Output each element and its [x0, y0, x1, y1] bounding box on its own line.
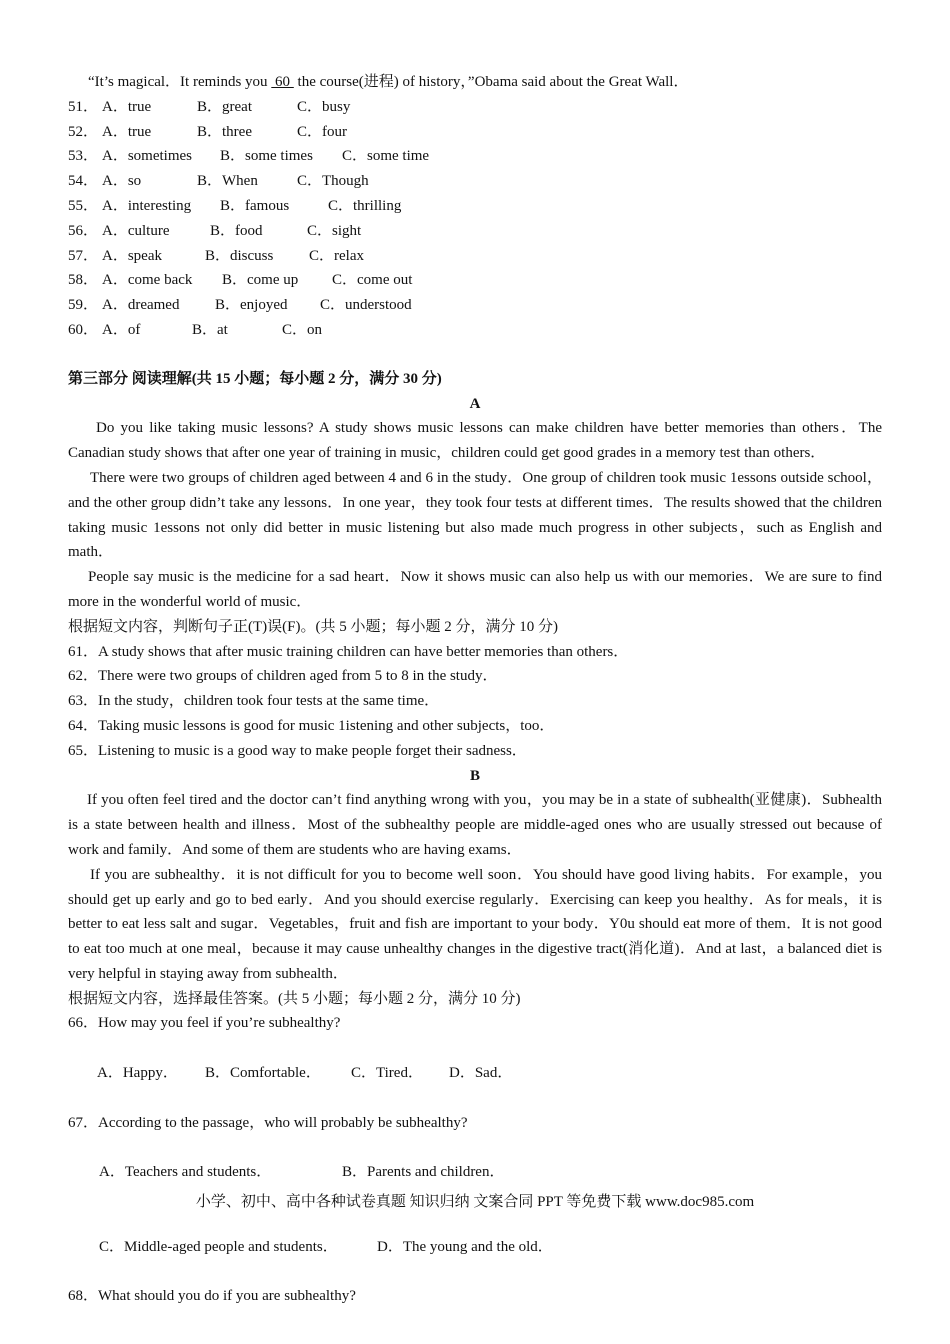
option-b: B．enjoyed	[215, 297, 288, 314]
passage-a-label: A	[469, 395, 481, 412]
cloze-last-sentence	[68, 70, 882, 95]
question-64: 64．Taking music lessons is good for music 1istening and other subjects，too．	[68, 717, 555, 734]
cloze-question-row	[68, 169, 882, 194]
option-a: A．so	[102, 173, 142, 190]
option-c: C．Though	[297, 173, 369, 190]
passage-a-instruction: 根据短文内容，判断句子正(T)误(F)。(共 5 小题；每小题 2 分，满分 10 分)	[68, 618, 558, 635]
cloze-question-row	[68, 95, 882, 120]
question-number: 58．	[68, 272, 99, 289]
question-number: 56．	[68, 222, 99, 239]
option-b: B．some times	[220, 148, 313, 165]
cloze-question-row	[68, 318, 882, 343]
option-c: C．relax	[309, 247, 364, 264]
question-number: 54．	[68, 173, 99, 190]
option-b: B．food	[210, 222, 263, 239]
question-number: 57．	[68, 247, 99, 264]
question-number: 60．	[68, 321, 99, 338]
passage-b-instruction: 根据短文内容，选择最佳答案。(共 5 小题；每小题 2 分，满分 10 分)	[68, 990, 521, 1007]
q66-option-c: C．Tired．	[351, 1065, 423, 1082]
cloze-question-row	[68, 120, 882, 145]
passage-a-paragraph: Do you like taking music lessons? A study shows music lessons can make children have better memories than others．The Canadian study shows that after one year of training in music，children could get good grades in a memory test than others．	[68, 420, 882, 462]
page-footer: 小学、初中、高中各种试卷真题 知识归纳 文案合同 PPT 等免费下载 www.doc985.com	[195, 1194, 755, 1210]
option-b: B．When	[197, 173, 258, 190]
option-b: B．three	[197, 123, 252, 140]
question-66-options	[68, 1036, 882, 1110]
option-c: C．come out	[332, 272, 413, 289]
cloze-question-row	[68, 293, 882, 318]
option-c: C．some time	[342, 148, 430, 165]
option-b: B．at	[192, 321, 228, 338]
option-c: C．four	[297, 123, 347, 140]
question-61: 61．A study shows that after music training children can have better memories than others．	[68, 643, 629, 660]
option-a: A．interesting	[102, 197, 192, 214]
cloze-question-list	[68, 95, 882, 343]
passage-b-paragraph: If you are subhealthy．it is not difficult for you to become well soon．You should have good living habits．For example，you should get up early and go to bed early．And you should exercise regularly．Exercising can keep you healthy．As for meals，it is better to eat less salt and sugar．Vegetables，fruit and fish are important to your body．Y0u should eat more of them．It is not good to eat too much at one meal，because it may cause unhealthy changes in the digestive tract(消化道)．And at last，a balanced diet is very helpful in staying away from subhealth．	[68, 866, 882, 982]
cloze-text-before: “It’s magical．It reminds you	[88, 74, 272, 90]
option-a: A．of	[102, 321, 141, 338]
cloze-blank-60: 60	[271, 74, 294, 90]
q67-option-b: B．Parents and children．	[342, 1164, 505, 1181]
option-a: A．true	[102, 98, 152, 115]
option-a: A．come back	[102, 272, 193, 289]
option-b: B．come up	[222, 272, 299, 289]
option-b: B．famous	[220, 197, 290, 214]
option-c: C．busy	[297, 98, 351, 115]
part3-heading: 第三部分 阅读理解(共 15 小题；每小题 2 分，满分 30 分)	[68, 370, 442, 387]
option-b: B．discuss	[205, 247, 274, 264]
cloze-question-row	[68, 194, 882, 219]
question-67: 67．According to the passage，who will probably be subhealthy?	[68, 1114, 468, 1131]
passage-b-paragraph: If you often feel tired and the doctor can’t find anything wrong with you，you may be in a state of subhealth(亚健康)．Subhealth is a state between health and illness．Most of the subhealthy people are middle-aged ones who are usually stressed out because of work and family．And some of them are students who are having exams．	[68, 792, 882, 858]
exam-page	[68, 70, 882, 1309]
option-c: C．thrilling	[328, 197, 402, 214]
option-a: A．dreamed	[102, 297, 180, 314]
question-67-options-row2	[68, 1210, 882, 1284]
question-66: 66．How may you feel if you’re subhealthy?	[68, 1015, 341, 1032]
option-a: A．true	[102, 123, 152, 140]
question-number: 59．	[68, 297, 99, 314]
question-68: 68．What should you do if you are subhealthy?	[68, 1288, 356, 1305]
q66-option-d: D．Sad．	[449, 1065, 513, 1082]
question-number: 52．	[68, 123, 99, 140]
cloze-text-after: the course(进程) of history，”Obama said about the Great Wall．	[293, 74, 689, 90]
passage-b-label: B	[469, 767, 480, 784]
q66-option-b: B．Comfortable．	[205, 1065, 321, 1082]
q67-option-a: A．Teachers and students．	[99, 1164, 272, 1181]
q67-option-c: C．Middle-aged people and students．	[99, 1238, 338, 1255]
q66-option-a: A．Happy．	[97, 1065, 178, 1082]
question-62: 62．There were two groups of children aged from 5 to 8 in the study．	[68, 668, 498, 685]
question-63: 63．In the study，children took four tests at the same time．	[68, 693, 440, 710]
passage-a-paragraph: There were two groups of children aged between 4 and 6 in the study．One group of children took music 1essons outside school，and the other group didn’t take any lessons．In one year，they took four tests at different times．The results showed that the children taking music 1essons not only did better in music listening but also made much progress in other subjects，such as English and math．	[68, 469, 882, 561]
cloze-question-row	[68, 144, 882, 169]
passage-a-paragraph: People say music is the medicine for a sad heart．Now it shows music can also help us with our memories．We are sure to find more in the wonderful world of music．	[68, 569, 882, 610]
question-number: 55．	[68, 197, 99, 214]
option-a: A．speak	[102, 247, 162, 264]
question-65: 65．Listening to music is a good way to make people forget their sadness．	[68, 742, 527, 759]
q67-option-d: D．The young and the old．	[377, 1238, 553, 1255]
question-number: 51．	[68, 98, 99, 115]
option-c: C．understood	[320, 297, 412, 314]
cloze-question-row	[68, 219, 882, 244]
option-a: A．culture	[102, 222, 170, 239]
option-c: C．on	[282, 321, 323, 338]
cloze-question-row	[68, 268, 882, 293]
option-c: C．sight	[307, 222, 362, 239]
cloze-question-row	[68, 244, 882, 269]
option-b: B．great	[197, 98, 252, 115]
question-number: 53．	[68, 148, 99, 165]
option-a: A．sometimes	[102, 148, 192, 165]
